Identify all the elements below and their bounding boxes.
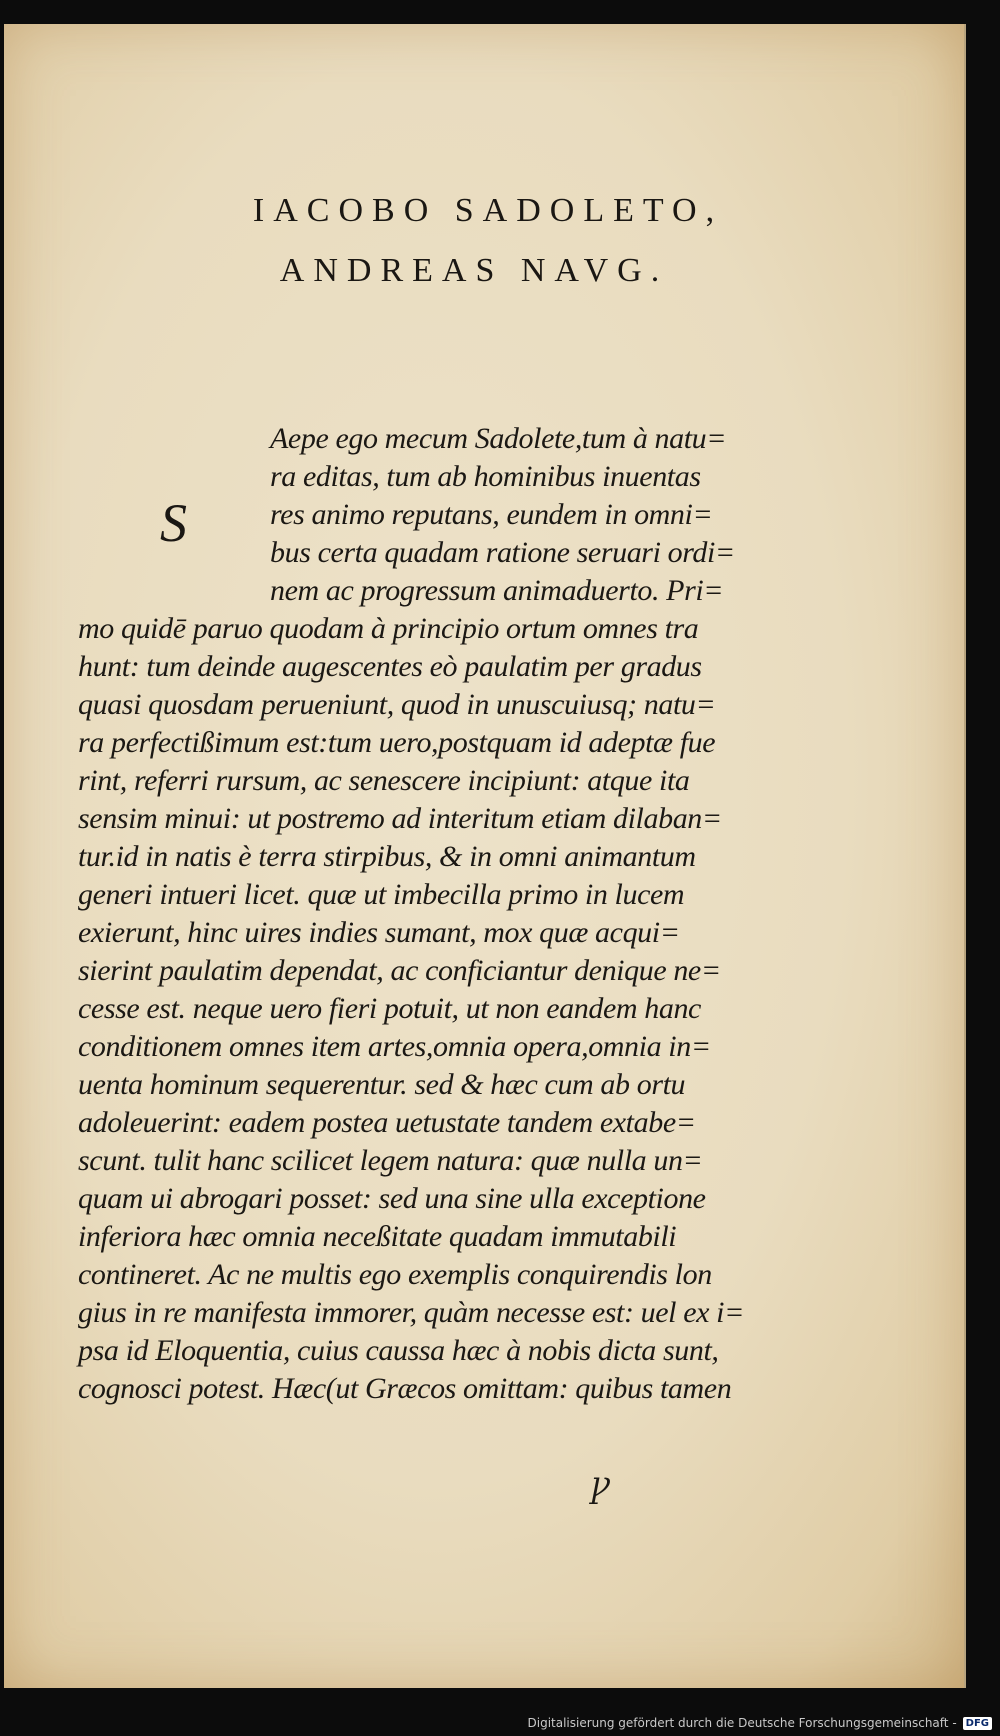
text-line: res animo reputans, eundem in omni= [270,498,713,531]
text-line: cesse est. neque uero fieri potuit, ut non eandem hanc [78,992,701,1025]
text-line: bus certa quadam ratione seruari ordi= [270,536,735,569]
text-line: sensim minui: ut postremo ad interitum etiam dilaban= [78,802,722,835]
digitization-credit [528,1716,993,1730]
text-line: sierint paulatim dependat, ac conficiantur denique ne= [78,954,721,987]
text-line: quam ui abrogari posset: sed una sine ulla exceptione [78,1182,706,1215]
text-line: hunt: tum deinde augescentes eò paulatim per gradus [78,650,702,683]
credit-text: Digitalisierung gefördert durch die Deutsche Forschungsgemeinschaft - [527,1716,957,1730]
text-line: conditionem omnes item artes,omnia opera,omnia in= [78,1030,711,1063]
signature-mark: Ꝩ [590,1474,610,1505]
text-line: adoleuerint: eadem postea uetustate tandem extabe= [78,1106,696,1139]
text-line: inferiora hæc omnia neceßitate quadam immutabili [78,1220,677,1253]
drop-initial: S [160,493,187,553]
text-line: gius in re manifesta immorer, quàm necesse est: uel ex i= [78,1296,744,1329]
text-line: ra editas, tum ab hominibus inuentas [270,460,701,493]
text-line: uenta hominum sequerentur. sed & hæc cum ab ortu [78,1068,686,1101]
text-line: psa id Eloquentia, cuius caussa hæc à nobis dicta sunt, [78,1334,719,1367]
book-page [4,24,966,1688]
text-line: contineret. Ac ne multis ego exemplis conquirendis lon [78,1258,712,1291]
text-line: exierunt, hinc uires indies sumant, mox quæ acqui= [78,916,680,949]
text-line: mo quidē paruo quodam à principio ortum omnes tra [78,612,699,645]
text-line: Aepe ego mecum Sadolete,tum à natu= [270,422,727,455]
text-line: scunt. tulit hanc scilicet legem natura: quæ nulla un= [78,1144,703,1177]
dfg-logo: DFG [963,1717,992,1730]
heading-author: ANDREAS NAVG. [279,252,669,289]
text-line: rint, referri rursum, ac senescere incipiunt: atque ita [78,764,690,797]
text-line: nem ac progressum animaduerto. Pri= [270,574,724,607]
text-line: tur.id in natis è terra stirpibus, & in omni animantum [78,840,696,873]
text-line: ra perfectißimum est:tum uero,postquam id adeptæ fue [78,726,716,759]
text-line: quasi quosdam perueniunt, quod in unuscuiusq; natu= [78,688,716,721]
text-line: generi intueri licet. quæ ut imbecilla primo in lucem [78,878,685,911]
heading-addressee: IACOBO SADOLETO, [252,192,724,229]
text-line: cognosci potest. Hæc(ut Græcos omittam: quibus tamen [78,1372,732,1405]
